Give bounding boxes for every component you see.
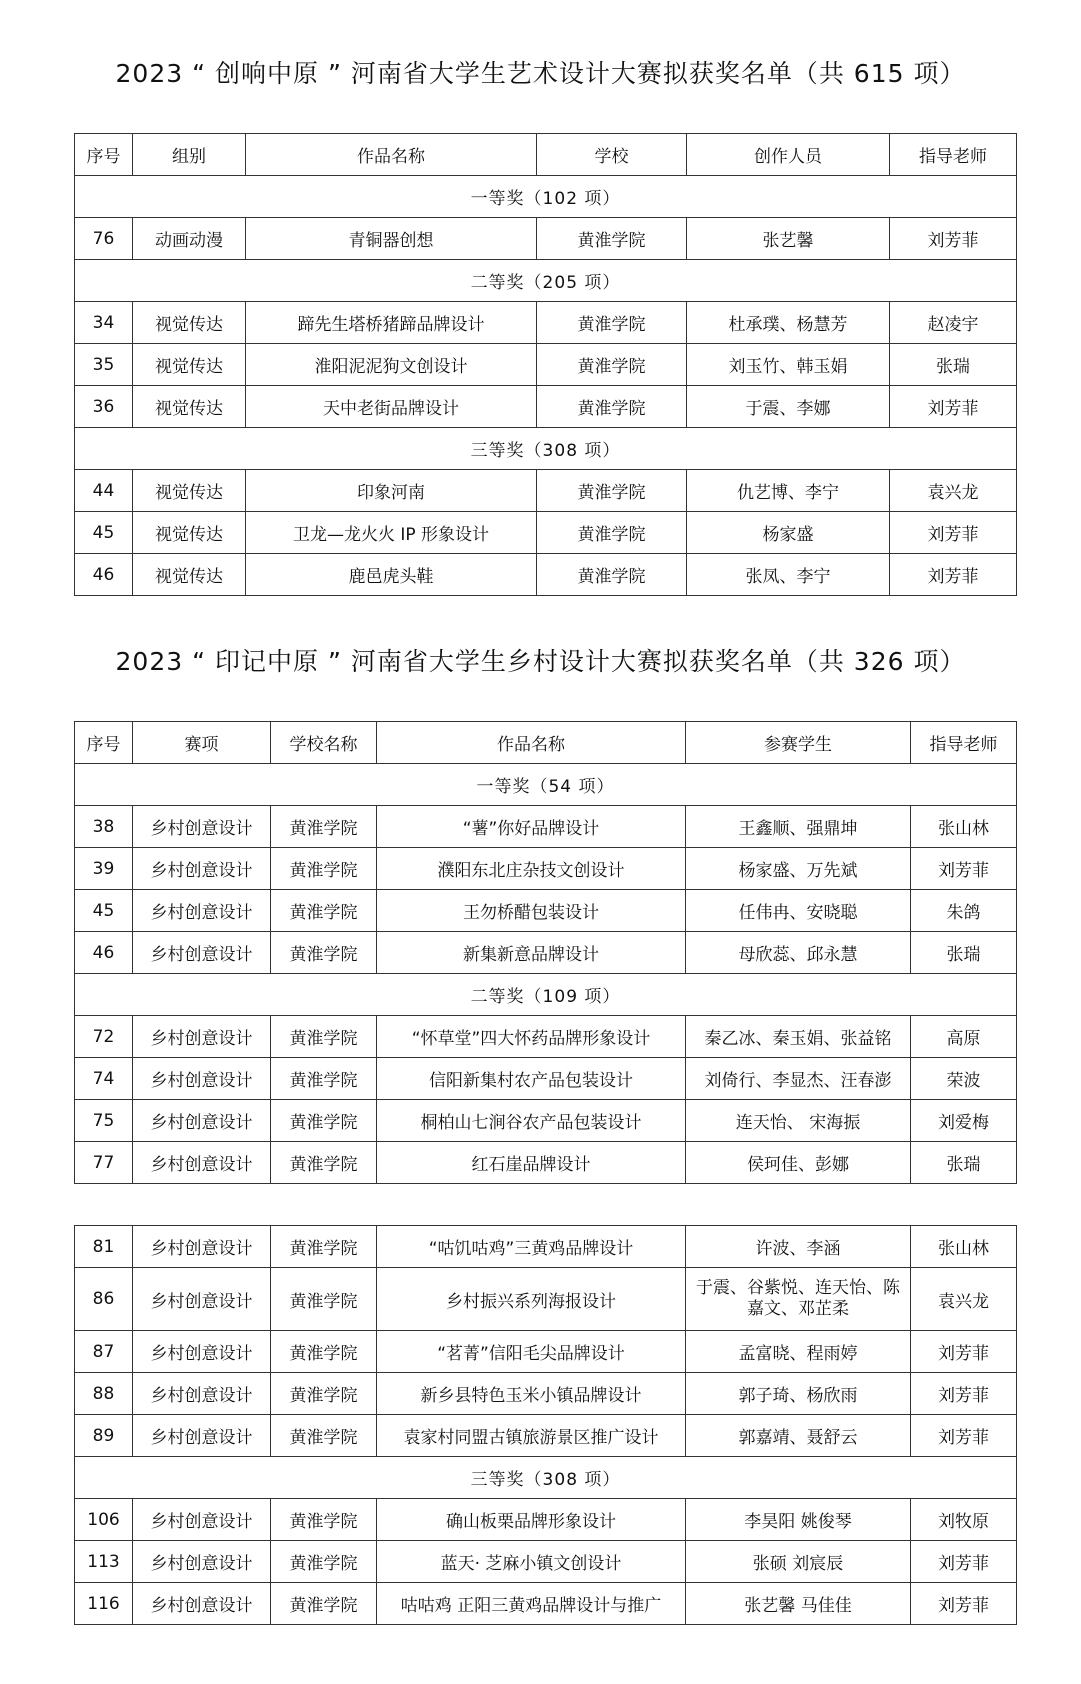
column-header: 作品名称 xyxy=(246,134,537,176)
cell-col3: 卫龙—龙火火 IP 形象设计 xyxy=(246,512,537,554)
cell-col4: 咕咕鸡 正阳三黄鸡品牌设计与推广 xyxy=(377,1583,686,1625)
cell-people: 郭子琦、杨欣雨 xyxy=(686,1373,911,1415)
award-level-row xyxy=(75,1457,1017,1499)
table-row xyxy=(75,1331,1017,1373)
cell-col4: 信阳新集村农产品包装设计 xyxy=(377,1058,686,1100)
cell-col3: 黄淮学院 xyxy=(271,848,377,890)
cell-col4: 黄淮学院 xyxy=(537,218,687,260)
table-row xyxy=(75,1499,1017,1541)
table-row xyxy=(75,554,1017,596)
cell-category: 乡村创意设计 xyxy=(133,806,271,848)
cell-people: 刘倚行、李显杰、汪春澎 xyxy=(686,1058,911,1100)
cell-no: 35 xyxy=(75,344,133,386)
award-level-row xyxy=(75,428,1017,470)
cell-no: 36 xyxy=(75,386,133,428)
cell-no: 106 xyxy=(75,1499,133,1541)
cell-col3: 黄淮学院 xyxy=(271,1373,377,1415)
cell-people: 杜承璞、杨慧芳 xyxy=(687,302,890,344)
cell-advisor: 刘芳菲 xyxy=(911,1541,1017,1583)
cell-col3: 印象河南 xyxy=(246,470,537,512)
cell-category: 视觉传达 xyxy=(133,386,246,428)
cell-no: 113 xyxy=(75,1541,133,1583)
table-row xyxy=(75,890,1017,932)
award-level-row xyxy=(75,974,1017,1016)
cell-advisor: 赵凌宇 xyxy=(890,302,1017,344)
cell-advisor: 刘芳菲 xyxy=(890,554,1017,596)
cell-col4: “薯”你好品牌设计 xyxy=(377,806,686,848)
cell-col3: 黄淮学院 xyxy=(271,1583,377,1625)
cell-no: 76 xyxy=(75,218,133,260)
table-row xyxy=(75,386,1017,428)
cell-col4: 黄淮学院 xyxy=(537,470,687,512)
cell-col4: 确山板栗品牌形象设计 xyxy=(377,1499,686,1541)
cell-no: 81 xyxy=(75,1226,133,1268)
table-row xyxy=(75,1142,1017,1184)
cell-category: 乡村创意设计 xyxy=(133,1100,271,1142)
cell-col4: “咕饥咕鸡”三黄鸡品牌设计 xyxy=(377,1226,686,1268)
cell-col3: 黄淮学院 xyxy=(271,1499,377,1541)
cell-people: 任伟冉、安晓聪 xyxy=(686,890,911,932)
cell-people: 李昊阳 姚俊琴 xyxy=(686,1499,911,1541)
cell-col4: 新乡县特色玉米小镇品牌设计 xyxy=(377,1373,686,1415)
column-header: 序号 xyxy=(75,134,133,176)
table-row xyxy=(75,1373,1017,1415)
award-list-1-title: 2023 “ 创响中原 ” 河南省大学生艺术设计大赛拟获奖名单（共 615 项） xyxy=(115,59,966,88)
cell-no: 75 xyxy=(75,1100,133,1142)
award-level-label: 三等奖（308 项） xyxy=(75,1457,1017,1499)
cell-category: 乡村创意设计 xyxy=(133,1268,271,1331)
table-row xyxy=(75,1058,1017,1100)
award-level-label: 一等奖（54 项） xyxy=(75,764,1017,806)
cell-category: 乡村创意设计 xyxy=(133,1142,271,1184)
cell-people: 仇艺博、李宁 xyxy=(687,470,890,512)
award-level-label: 三等奖（308 项） xyxy=(75,428,1017,470)
cell-advisor: 刘芳菲 xyxy=(911,848,1017,890)
cell-no: 44 xyxy=(75,470,133,512)
cell-advisor: 刘芳菲 xyxy=(890,386,1017,428)
cell-col4: 乡村振兴系列海报设计 xyxy=(377,1268,686,1331)
cell-advisor: 张瑞 xyxy=(890,344,1017,386)
header-row xyxy=(75,134,1017,176)
cell-col3: 黄淮学院 xyxy=(271,1541,377,1583)
table-row xyxy=(75,218,1017,260)
cell-people: 张艺馨 马佳佳 xyxy=(686,1583,911,1625)
table-row xyxy=(75,302,1017,344)
cell-people: 杨家盛 xyxy=(687,512,890,554)
award-list-2-table xyxy=(74,721,1017,1184)
table-row xyxy=(75,1226,1017,1268)
cell-advisor: 张山林 xyxy=(911,806,1017,848)
cell-col4: 黄淮学院 xyxy=(537,512,687,554)
cell-advisor: 刘牧原 xyxy=(911,1499,1017,1541)
cell-category: 乡村创意设计 xyxy=(133,932,271,974)
table-row xyxy=(75,1583,1017,1625)
column-header: 序号 xyxy=(75,722,133,764)
cell-category: 乡村创意设计 xyxy=(133,1541,271,1583)
cell-col4: 黄淮学院 xyxy=(537,554,687,596)
cell-advisor: 朱鸽 xyxy=(911,890,1017,932)
cell-col4: 桐柏山七涧谷农产品包装设计 xyxy=(377,1100,686,1142)
table-row xyxy=(75,512,1017,554)
cell-advisor: 刘爱梅 xyxy=(911,1100,1017,1142)
cell-col3: 黄淮学院 xyxy=(271,890,377,932)
column-header: 参赛学生 xyxy=(686,722,911,764)
cell-col3: 黄淮学院 xyxy=(271,1268,377,1331)
award-list-2-title: 2023 “ 印记中原 ” 河南省大学生乡村设计大赛拟获奖名单（共 326 项） xyxy=(115,647,966,676)
cell-col4: “茗菁”信阳毛尖品牌设计 xyxy=(377,1331,686,1373)
cell-people: 连天怡、 宋海振 xyxy=(686,1100,911,1142)
column-header: 赛项 xyxy=(133,722,271,764)
cell-col4: “怀草堂”四大怀药品牌形象设计 xyxy=(377,1016,686,1058)
cell-people: 张艺馨 xyxy=(687,218,890,260)
cell-advisor: 张瑞 xyxy=(911,932,1017,974)
cell-col4: 红石崖品牌设计 xyxy=(377,1142,686,1184)
cell-people: 刘玉竹、韩玉娟 xyxy=(687,344,890,386)
cell-category: 乡村创意设计 xyxy=(133,1058,271,1100)
cell-people: 许波、李涵 xyxy=(686,1226,911,1268)
column-header: 指导老师 xyxy=(911,722,1017,764)
table-row xyxy=(75,344,1017,386)
cell-no: 34 xyxy=(75,302,133,344)
cell-advisor: 袁兴龙 xyxy=(911,1268,1017,1331)
table-row xyxy=(75,932,1017,974)
cell-category: 乡村创意设计 xyxy=(133,1499,271,1541)
table-row xyxy=(75,1415,1017,1457)
cell-advisor: 刘芳菲 xyxy=(890,512,1017,554)
cell-category: 视觉传达 xyxy=(133,554,246,596)
cell-col3: 黄淮学院 xyxy=(271,932,377,974)
cell-advisor: 张山林 xyxy=(911,1226,1017,1268)
award-level-row xyxy=(75,764,1017,806)
table-row xyxy=(75,1541,1017,1583)
table-row xyxy=(75,806,1017,848)
cell-people: 张凤、李宁 xyxy=(687,554,890,596)
cell-people: 于震、谷紫悦、连天怡、陈嘉文、邓芷柔 xyxy=(686,1268,911,1331)
cell-col4: 袁家村同盟古镇旅游景区推广设计 xyxy=(377,1415,686,1457)
cell-col3: 蹄先生塔桥猪蹄品牌设计 xyxy=(246,302,537,344)
cell-advisor: 荣波 xyxy=(911,1058,1017,1100)
cell-col3: 青铜器创想 xyxy=(246,218,537,260)
cell-advisor: 张瑞 xyxy=(911,1142,1017,1184)
cell-col4: 黄淮学院 xyxy=(537,344,687,386)
cell-advisor: 刘芳菲 xyxy=(911,1415,1017,1457)
cell-category: 乡村创意设计 xyxy=(133,1016,271,1058)
cell-category: 视觉传达 xyxy=(133,512,246,554)
cell-col4: 濮阳东北庄杂技文创设计 xyxy=(377,848,686,890)
award-level-label: 二等奖（109 项） xyxy=(75,974,1017,1016)
cell-no: 72 xyxy=(75,1016,133,1058)
award-level-label: 二等奖（205 项） xyxy=(75,260,1017,302)
cell-col4: 新集新意品牌设计 xyxy=(377,932,686,974)
cell-category: 乡村创意设计 xyxy=(133,1226,271,1268)
cell-no: 88 xyxy=(75,1373,133,1415)
cell-col4: 黄淮学院 xyxy=(537,302,687,344)
award-list-2-table-continued xyxy=(74,1225,1017,1625)
cell-col3: 黄淮学院 xyxy=(271,1016,377,1058)
cell-no: 46 xyxy=(75,554,133,596)
cell-col3: 淮阳泥泥狗文创设计 xyxy=(246,344,537,386)
table-row xyxy=(75,1016,1017,1058)
cell-col3: 鹿邑虎头鞋 xyxy=(246,554,537,596)
cell-col4: 王勿桥醋包装设计 xyxy=(377,890,686,932)
table-row xyxy=(75,848,1017,890)
table-row xyxy=(75,1268,1017,1331)
cell-people: 张硕 刘宸辰 xyxy=(686,1541,911,1583)
cell-advisor: 高原 xyxy=(911,1016,1017,1058)
award-level-row xyxy=(75,260,1017,302)
cell-category: 乡村创意设计 xyxy=(133,890,271,932)
cell-people: 于震、李娜 xyxy=(687,386,890,428)
cell-col3: 黄淮学院 xyxy=(271,1331,377,1373)
cell-col3: 黄淮学院 xyxy=(271,1142,377,1184)
cell-col3: 黄淮学院 xyxy=(271,1226,377,1268)
cell-people: 秦乙冰、秦玉娟、张益铭 xyxy=(686,1016,911,1058)
cell-advisor: 刘芳菲 xyxy=(890,218,1017,260)
cell-people: 母欣蕊、邱永慧 xyxy=(686,932,911,974)
cell-category: 乡村创意设计 xyxy=(133,1415,271,1457)
cell-category: 乡村创意设计 xyxy=(133,848,271,890)
cell-people: 孟富晓、程雨婷 xyxy=(686,1331,911,1373)
cell-category: 视觉传达 xyxy=(133,302,246,344)
cell-no: 89 xyxy=(75,1415,133,1457)
cell-category: 乡村创意设计 xyxy=(133,1583,271,1625)
cell-no: 86 xyxy=(75,1268,133,1331)
cell-no: 39 xyxy=(75,848,133,890)
cell-col3: 黄淮学院 xyxy=(271,806,377,848)
cell-advisor: 刘芳菲 xyxy=(911,1583,1017,1625)
cell-category: 乡村创意设计 xyxy=(133,1331,271,1373)
cell-no: 87 xyxy=(75,1331,133,1373)
column-header: 学校 xyxy=(537,134,687,176)
cell-col4: 黄淮学院 xyxy=(537,386,687,428)
cell-category: 视觉传达 xyxy=(133,344,246,386)
cell-advisor: 袁兴龙 xyxy=(890,470,1017,512)
cell-advisor: 刘芳菲 xyxy=(911,1331,1017,1373)
header-row xyxy=(75,722,1017,764)
cell-people: 郭嘉靖、聂舒云 xyxy=(686,1415,911,1457)
column-header: 作品名称 xyxy=(377,722,686,764)
column-header: 指导老师 xyxy=(890,134,1017,176)
cell-no: 116 xyxy=(75,1583,133,1625)
award-level-row xyxy=(75,176,1017,218)
table-row xyxy=(75,470,1017,512)
column-header: 创作人员 xyxy=(687,134,890,176)
cell-col3: 黄淮学院 xyxy=(271,1415,377,1457)
column-header: 学校名称 xyxy=(271,722,377,764)
cell-people: 杨家盛、万先斌 xyxy=(686,848,911,890)
cell-category: 视觉传达 xyxy=(133,470,246,512)
cell-col3: 黄淮学院 xyxy=(271,1058,377,1100)
cell-advisor: 刘芳菲 xyxy=(911,1373,1017,1415)
cell-col3: 黄淮学院 xyxy=(271,1100,377,1142)
cell-no: 46 xyxy=(75,932,133,974)
column-header: 组别 xyxy=(133,134,246,176)
table-row xyxy=(75,1100,1017,1142)
cell-no: 74 xyxy=(75,1058,133,1100)
cell-category: 动画动漫 xyxy=(133,218,246,260)
award-level-label: 一等奖（102 项） xyxy=(75,176,1017,218)
cell-no: 38 xyxy=(75,806,133,848)
award-list-1-table xyxy=(74,133,1017,596)
cell-no: 45 xyxy=(75,890,133,932)
cell-col3: 天中老街品牌设计 xyxy=(246,386,537,428)
cell-col4: 蓝天· 芝麻小镇文创设计 xyxy=(377,1541,686,1583)
cell-no: 77 xyxy=(75,1142,133,1184)
cell-people: 王鑫顺、强鼎坤 xyxy=(686,806,911,848)
cell-category: 乡村创意设计 xyxy=(133,1373,271,1415)
cell-people: 侯珂佳、彭娜 xyxy=(686,1142,911,1184)
cell-no: 45 xyxy=(75,512,133,554)
